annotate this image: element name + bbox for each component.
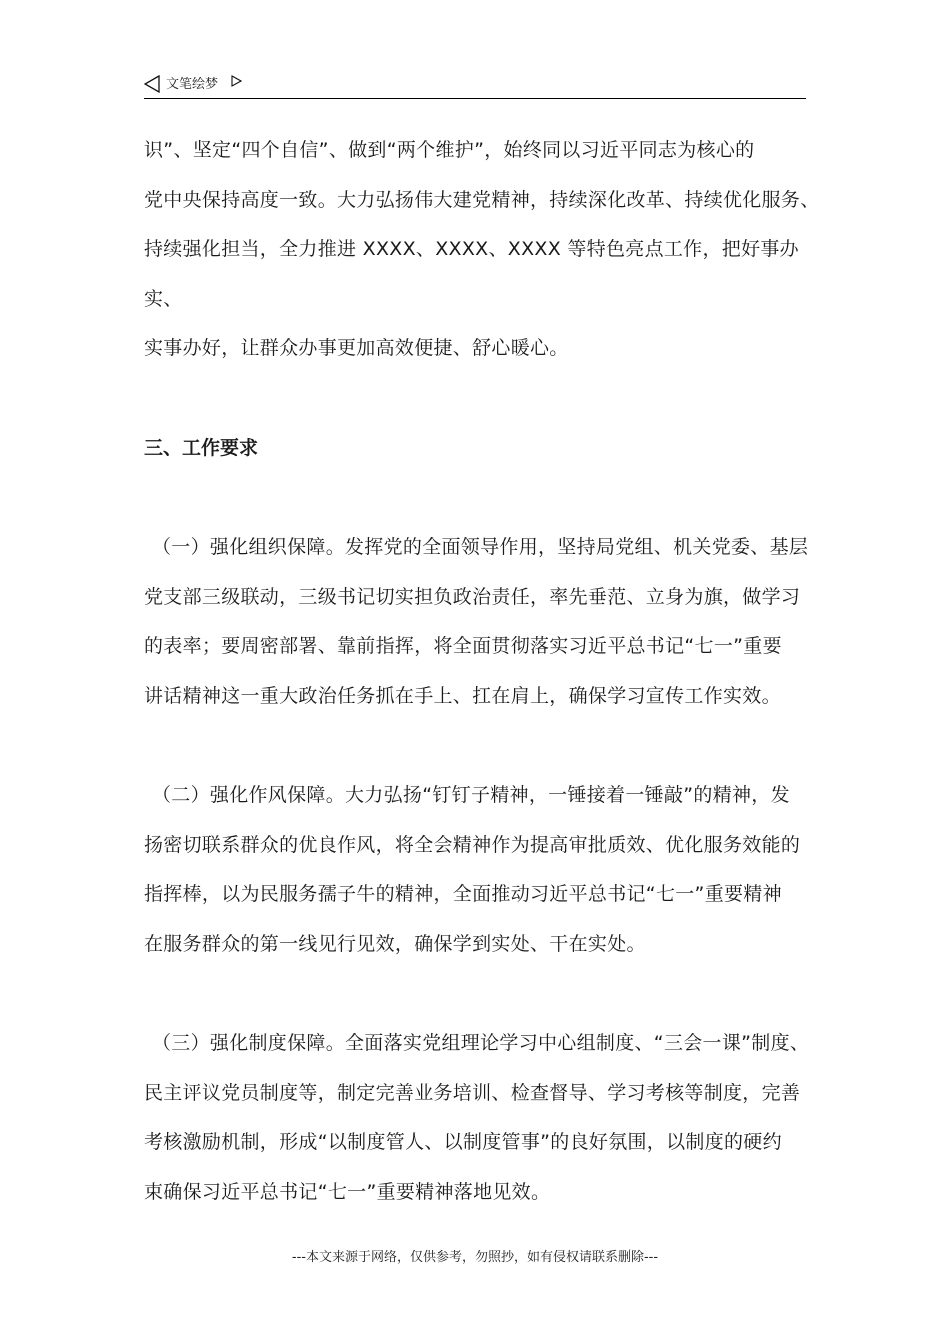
paragraph-work-style [144, 771, 824, 969]
page-header [144, 72, 806, 99]
text-line: 的表率；要周密部署、靠前指挥，将全面贯彻落实习近平总书记“七一”重要 [144, 635, 782, 657]
text-line: 实事办好，让群众办事更加高效便捷、舒心暖心。 [144, 337, 569, 359]
text-line: 束确保习近平总书记“七一”重要精神落地见效。 [144, 1180, 551, 1203]
text-line: 扬密切联系群众的优良作风，将全会精神作为提高审批质效、优化服务效能的 [144, 833, 801, 856]
right-triangle-icon [231, 75, 242, 87]
document-body [144, 126, 824, 1217]
text-line: 党支部三级联动，三级书记切实担负政治责任，率先垂范、立身为旗，做学习 [144, 585, 801, 608]
header-brand: 文笔绘梦 [166, 77, 219, 92]
text-line: 讲话精神这一重大政治任务抓在手上、扛在肩上，确保学习宣传工作实效。 [144, 684, 781, 707]
section-heading: 三、工作要求 [144, 436, 259, 459]
paragraph-institution [144, 1019, 824, 1217]
paragraph-organization [144, 523, 824, 721]
text-line: 民主评议党员制度等，制定完善业务培训、检查督导、学习考核等制度，完善 [144, 1081, 801, 1104]
text-line: 考核激励机制，形成“以制度管人、以制度管事”的良好氛围，以制度的硬约 [144, 1131, 782, 1153]
text-line: （三）强化制度保障。全面落实党组理论学习中心组制度、“三会一课”制度、 [152, 1032, 810, 1054]
text-line: 指挥棒，以为民服务孺子牛的精神，全面推动习近平总书记“七一”重要精神 [144, 883, 782, 905]
text-line: （二）强化作风保障。大力弘扬“钉钉子精神，一锤接着一锤敲”的精神，发 [152, 784, 790, 806]
text-line: 持续强化担当，全力推进 XXXX、XXXX、XXXX 等特色亮点工作，把好事办实、 [144, 238, 799, 310]
text-line: 识”、坚定“四个自信”、做到“两个维护”，始终同以习近平同志为核心的 [144, 139, 755, 161]
paragraph-continuation [144, 126, 824, 374]
page-footer: ---本文来源于网络，仅供参考，勿照抄，如有侵权请联系删除--- [291, 1250, 659, 1265]
text-line: 党中央保持高度一致。大力弘扬伟大建党精神，持续深化改革、持续优化服务、 [144, 188, 820, 211]
text-line: （一）强化组织保障。发挥党的全面领导作用，坚持局党组、机关党委、基层 [152, 536, 809, 558]
left-triangle-icon [144, 75, 160, 93]
text-line: 在服务群众的第一线见行见效，确保学到实处、干在实处。 [144, 932, 646, 955]
